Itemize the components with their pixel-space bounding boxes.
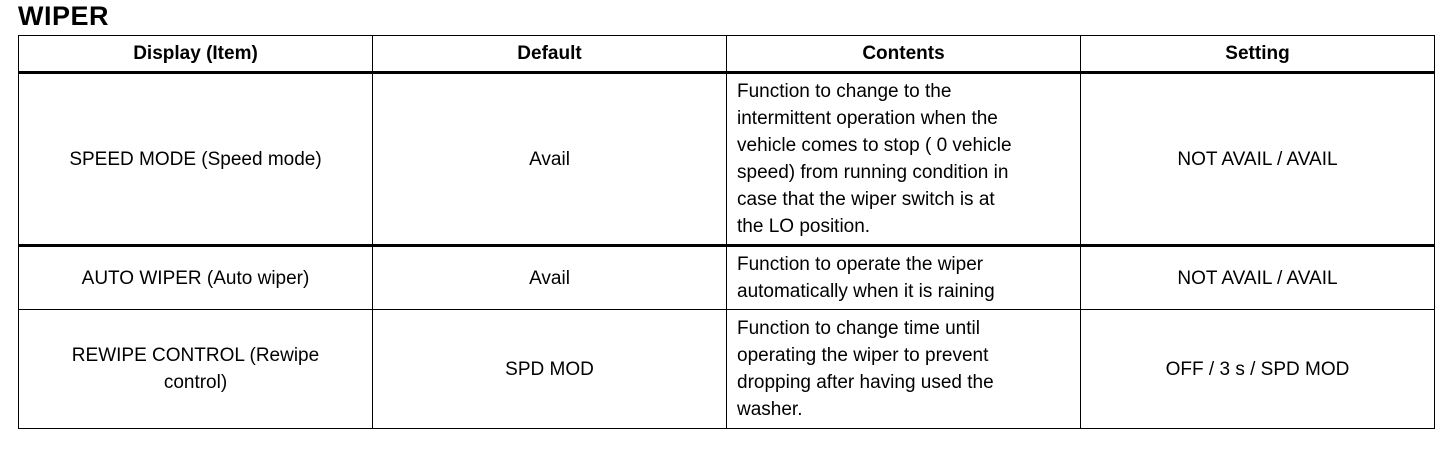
contents-line: vehicle comes to stop ( 0 vehicle: [737, 135, 1012, 156]
display-item-line: AUTO WIPER (Auto wiper): [81, 267, 310, 289]
contents-cell: [727, 73, 1081, 246]
display-item-line: SPEED MODE (Speed mode): [69, 148, 322, 170]
contents-line: the LO position.: [737, 216, 871, 237]
setting-cell: NOT AVAIL / AVAIL: [1081, 73, 1435, 246]
contents-line: Function to change time until: [737, 318, 980, 339]
display-item-line: control): [163, 372, 228, 393]
contents-line: dropping after having used the: [737, 372, 994, 393]
contents-line: Function to change to the: [737, 81, 952, 102]
page-title: WIPER: [18, 1, 110, 31]
column-header-contents: Contents: [727, 36, 1081, 73]
column-header-display-item: Display (Item): [19, 36, 373, 73]
contents-cell: [727, 310, 1081, 429]
table-row: [19, 310, 1435, 429]
default-cell: Avail: [373, 246, 727, 310]
default-cell: Avail: [373, 73, 727, 246]
contents-line: case that the wiper switch is at: [737, 189, 995, 210]
contents-line: operating the wiper to prevent: [737, 345, 989, 366]
contents-cell: [727, 246, 1081, 310]
default-cell: SPD MOD: [373, 310, 727, 429]
wiper-settings-table: [18, 35, 1435, 429]
contents-line: intermittent operation when the: [737, 108, 998, 129]
contents-line: speed) from running condition in: [737, 162, 1009, 183]
table-row: [19, 246, 1435, 310]
table-row: [19, 73, 1435, 246]
column-header-default: Default: [373, 36, 727, 73]
display-item-cell: [19, 310, 373, 429]
contents-line: Function to operate the wiper: [737, 254, 984, 275]
display-item-cell: [19, 73, 373, 246]
contents-line: washer.: [737, 399, 803, 420]
display-item-cell: [19, 246, 373, 310]
display-item-line: REWIPE CONTROL (Rewipe: [71, 345, 320, 366]
contents-line: automatically when it is raining: [737, 281, 995, 302]
setting-cell: OFF / 3 s / SPD MOD: [1081, 310, 1435, 429]
setting-cell: NOT AVAIL / AVAIL: [1081, 246, 1435, 310]
table-header-row: [19, 36, 1435, 73]
column-header-setting: Setting: [1081, 36, 1435, 73]
